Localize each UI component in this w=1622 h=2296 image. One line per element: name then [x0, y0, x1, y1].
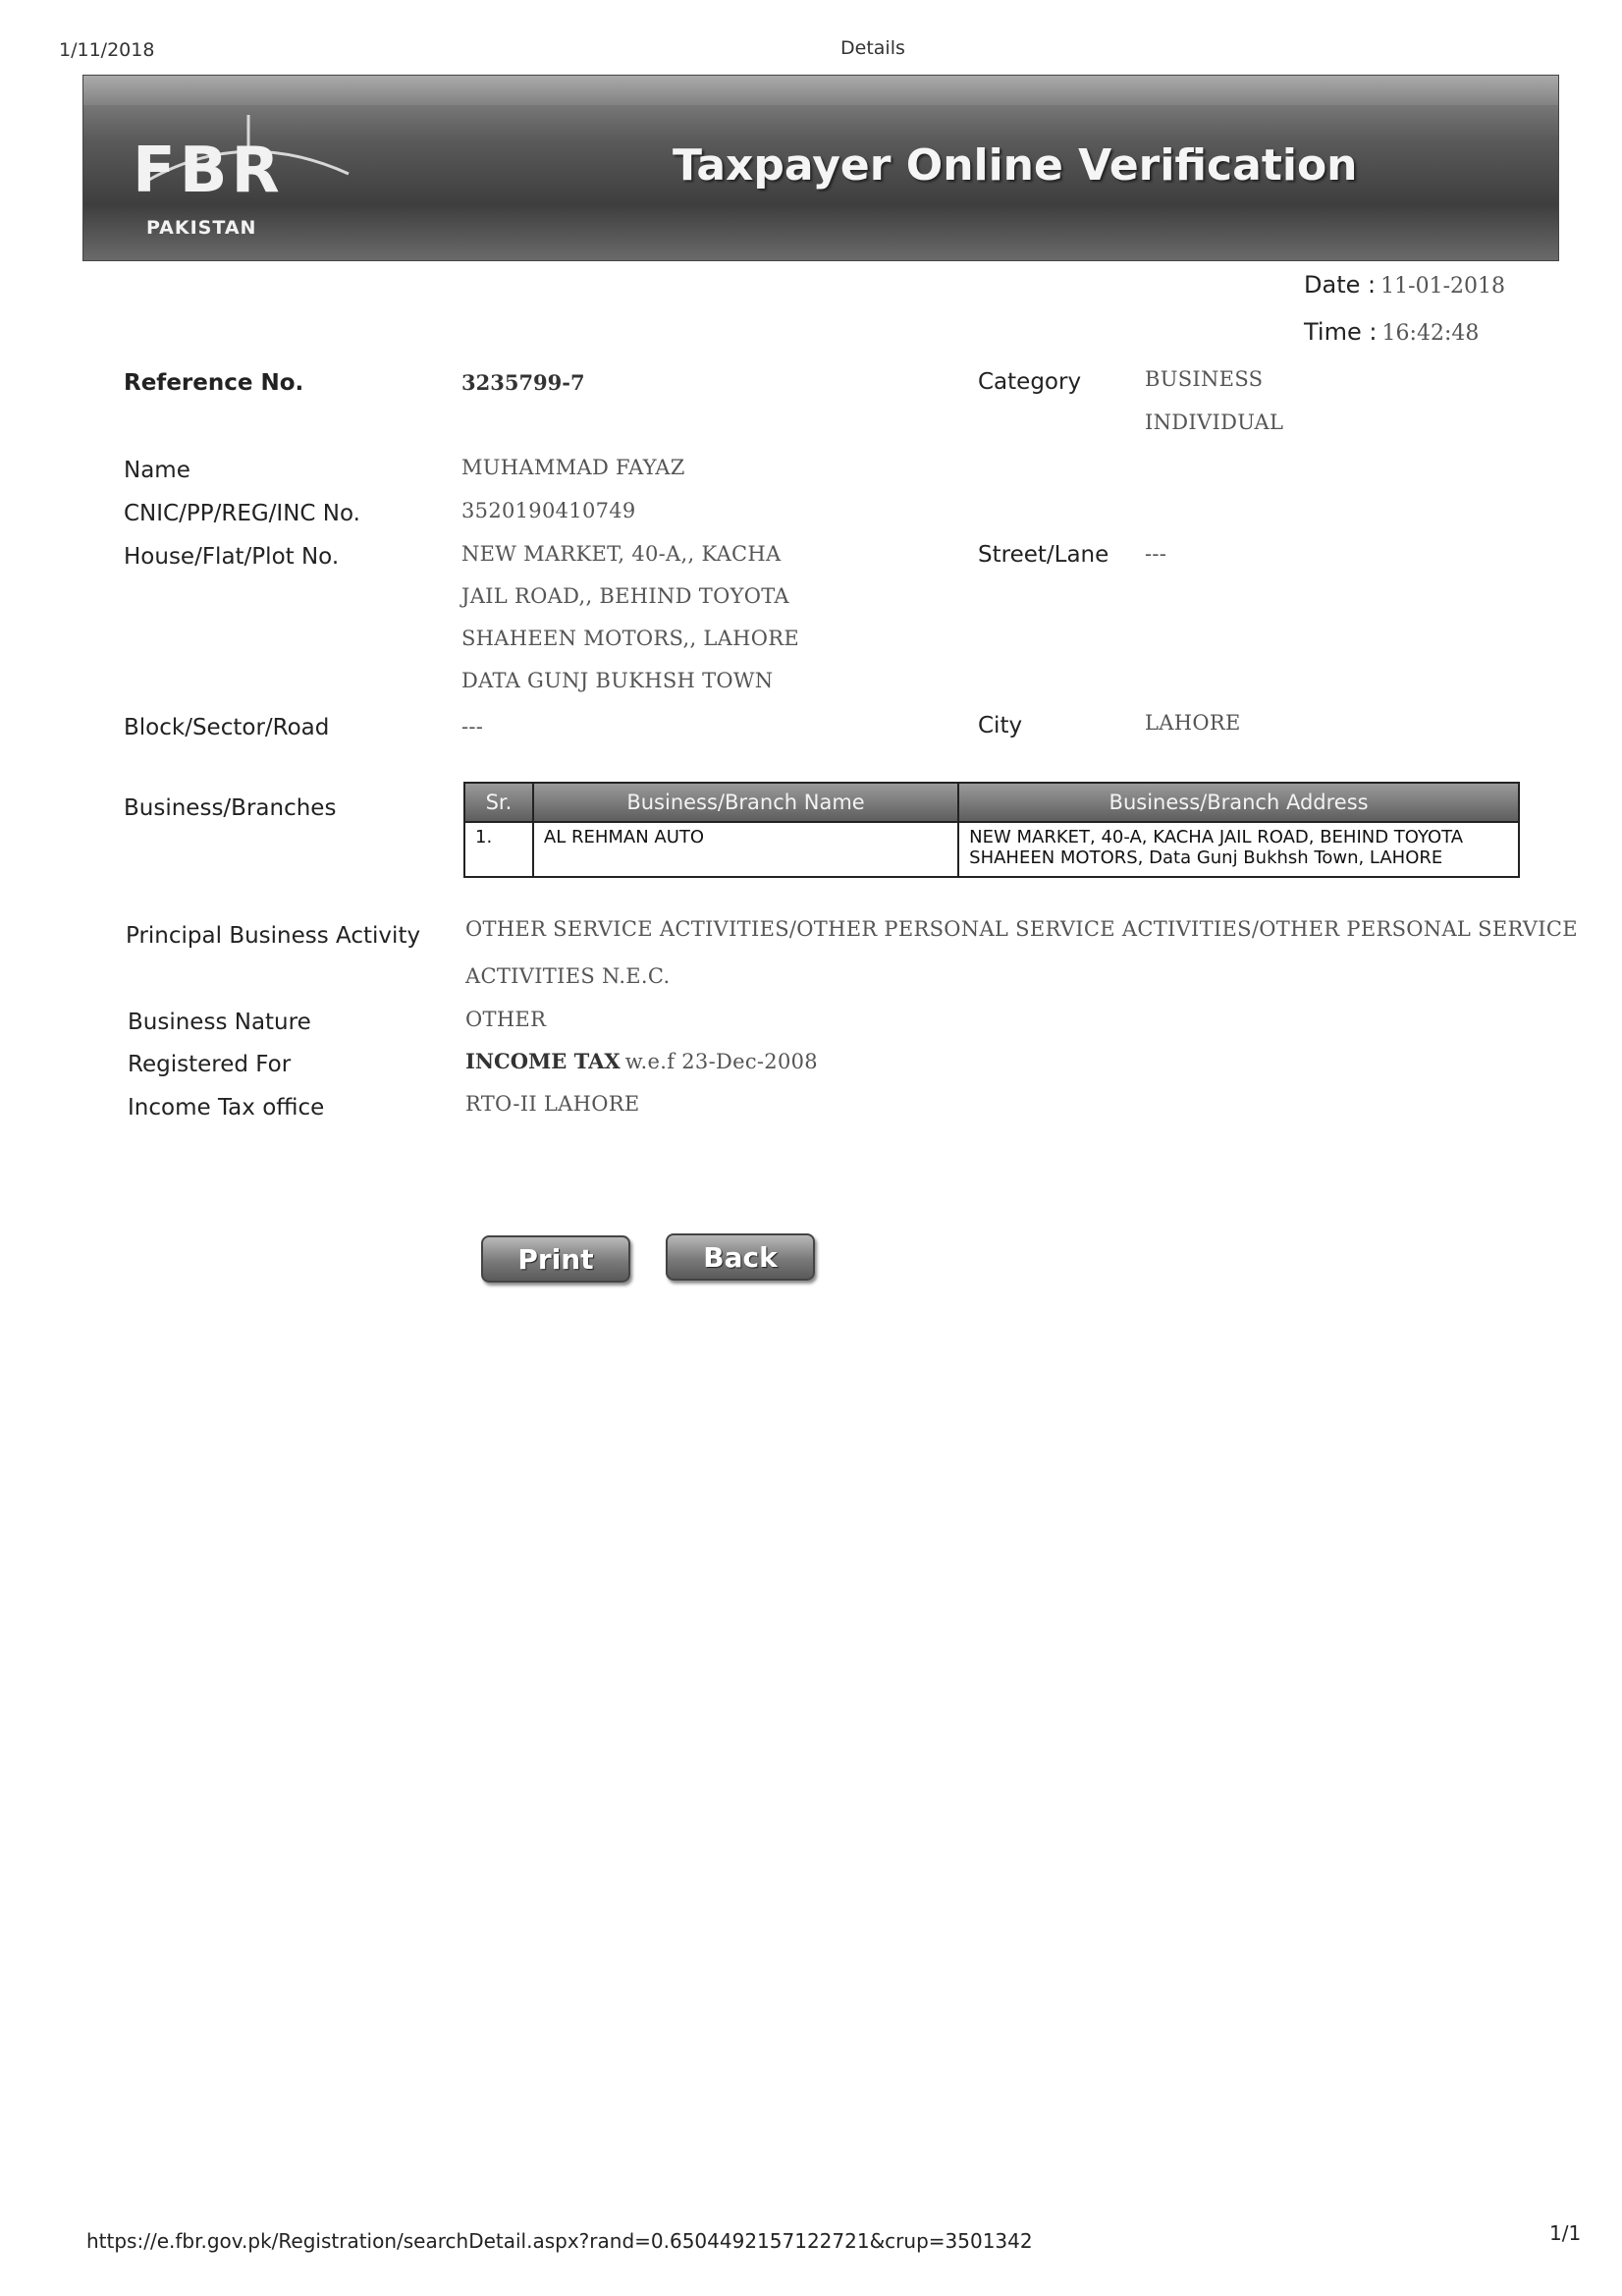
- logo-subtext: PAKISTAN: [146, 217, 257, 239]
- name-label: Name: [124, 458, 190, 483]
- block-label: Block/Sector/Road: [124, 715, 330, 740]
- cnic-label: CNIC/PP/REG/INC No.: [124, 501, 360, 526]
- nature-value: OTHER: [465, 1008, 547, 1031]
- registered-tax-type: INCOME TAX: [465, 1049, 621, 1073]
- office-value: RTO-II LAHORE: [465, 1092, 640, 1116]
- fbr-logo: [123, 115, 368, 252]
- activity-value-line1: OTHER SERVICE ACTIVITIES/OTHER PERSONAL SERVICE ACTIVITIES/OTHER PERSONAL SERVICE: [465, 917, 1578, 941]
- print-button[interactable]: Print: [481, 1235, 630, 1283]
- date-value: 11-01-2018: [1380, 274, 1506, 299]
- city-value: LAHORE: [1145, 711, 1241, 735]
- branch-address-line2: SHAHEEN MOTORS, Data Gunj Bukhsh Town, LAHORE: [969, 847, 1443, 868]
- date-label: Date :: [1304, 271, 1377, 299]
- table-row: [464, 822, 1519, 877]
- house-line-4: DATA GUNJ BUKHSH TOWN: [461, 669, 774, 692]
- category-label: Category: [978, 369, 1082, 395]
- house-line-3: SHAHEEN MOTORS,, LAHORE: [461, 627, 799, 650]
- banner-stripe: [83, 76, 1558, 105]
- branch-sr: 1.: [464, 822, 533, 877]
- office-label: Income Tax office: [128, 1095, 325, 1121]
- page-title: Taxpayer Online Verification: [673, 140, 1358, 191]
- reference-value: 3235799-7: [461, 370, 585, 395]
- registered-label: Registered For: [128, 1052, 292, 1077]
- header-banner: [82, 75, 1559, 261]
- print-page-title: Details: [840, 37, 905, 59]
- time-row: [1304, 318, 1479, 346]
- back-button[interactable]: Back: [666, 1233, 815, 1281]
- branch-name: AL REHMAN AUTO: [533, 822, 958, 877]
- name-value: MUHAMMAD FAYAZ: [461, 456, 685, 479]
- time-value: 16:42:48: [1381, 321, 1480, 346]
- activity-label: Principal Business Activity: [126, 923, 421, 949]
- col-header-sr: Sr.: [464, 783, 533, 822]
- branch-address: [958, 822, 1519, 877]
- print-url: https://e.fbr.gov.pk/Registration/searchDetail.aspx?rand=0.6504492157122721&crup=3501342: [86, 2229, 1033, 2253]
- registered-effective-date: w.e.f 23-Dec-2008: [624, 1050, 818, 1073]
- category-value-line1: BUSINESS: [1145, 367, 1264, 391]
- house-label: House/Flat/Plot No.: [124, 544, 340, 570]
- category-value-line2: INDIVIDUAL: [1145, 410, 1284, 434]
- branches-table-header: [464, 783, 1519, 822]
- branch-address-line1: NEW MARKET, 40-A, KACHA JAIL ROAD, BEHIND TOYOTA: [969, 827, 1464, 847]
- block-value: ---: [461, 715, 484, 738]
- street-label: Street/Lane: [978, 542, 1109, 568]
- city-label: City: [978, 713, 1023, 738]
- logo-text: FBR: [133, 135, 284, 207]
- reference-label: Reference No.: [124, 370, 304, 396]
- activity-value-line2: ACTIVITIES N.E.C.: [465, 964, 671, 988]
- registered-value: [465, 1049, 818, 1073]
- print-page-number: 1/1: [1549, 2221, 1582, 2245]
- print-date: 1/11/2018: [59, 39, 155, 61]
- house-line-2: JAIL ROAD,, BEHIND TOYOTA: [461, 584, 789, 608]
- nature-label: Business Nature: [128, 1010, 311, 1035]
- col-header-branch-address: Business/Branch Address: [958, 783, 1519, 822]
- street-value: ---: [1145, 542, 1167, 566]
- date-row: [1304, 271, 1505, 299]
- time-label: Time :: [1304, 318, 1378, 346]
- house-line-1: NEW MARKET, 40-A,, KACHA: [461, 542, 782, 566]
- branches-table: [463, 782, 1520, 878]
- cnic-value: 3520190410749: [461, 499, 636, 522]
- branches-label: Business/Branches: [124, 795, 337, 821]
- col-header-branch-name: Business/Branch Name: [533, 783, 958, 822]
